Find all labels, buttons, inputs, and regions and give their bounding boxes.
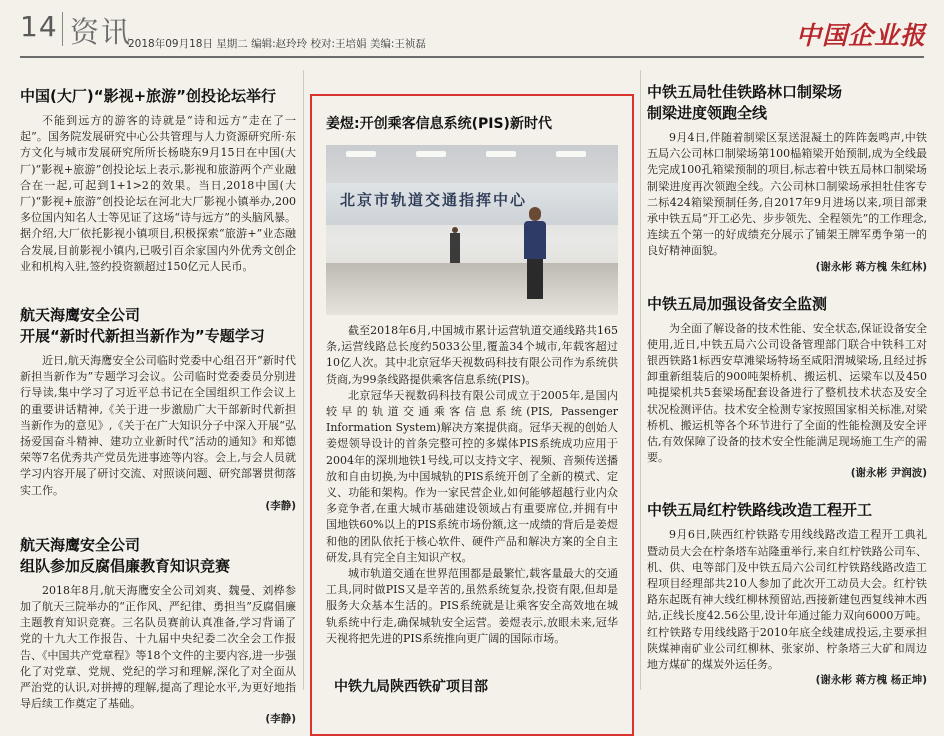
article-headline-line1: 航天海鹰安全公司: [20, 535, 141, 554]
article-headline: 中国(大厂)“影视+旅游”创投论坛举行: [20, 87, 276, 105]
featured-paragraph-3: 城市轨道交通在世界范围都是最繁忙,载客量最大的交通工具,同时做PIS又是辛苦的,虽然系统复杂,投资有限,但却是服务大众基本生活的。PIS系统就是让乘客安全高效地在城轨系统中行走,确保城轨安全运营。姜煜表示,放眼未来,冠华天视将把先进的PIS系统推向更广阔的国际市场。: [326, 567, 618, 645]
article-body: 2018年8月,航天海鹰安全公司刘爽、魏曼、刘桦参加了航天三院举办的“正作风、严纪律、勇担当”反腐倡廉主题教育知识竞赛。三名队员赛前认真准备,学习背诵了党的十九大工作报告、十九届中央纪委二次全会工作报告、《中国共产党章程》等18个文件的主要内容,进一步强化了对党章、党规、党纪的学习和理解,深化了对全面从严治党的认识,对拼搏的理解,提高了理论水平,为更好地指导后续工作奠定了基础。: [20, 583, 296, 711]
article-byline: (谢永彬 尹润波): [850, 467, 927, 480]
edition-meta: 2018年09月18日 星期二 编辑:赵玲玲 校对:王培娟 美编:王祯磊: [128, 38, 426, 50]
article-body: 9月6日,陕西红柠铁路专用线线路改造工程开工典礼暨动员大会在柠条塔车站隆重举行,来自红柠铁路公司车、机、供、电等部门及中铁五局六公司红柠铁路线路改造工程项目经理部共210人参加了此次开工动员大会。红柠铁路东起既有神大线红柳林预留站,西接新建包西复线神木西站,正线长度42.56公里,设计年通过能力双向6000万吨。红柠铁路专用线线路于2010年底全线建成投运,主要承担陕煤神南矿业公司红柳林、张家峁、柠条塔三大矿和周边地方煤矿的煤炭外运任务。: [647, 528, 927, 672]
article-headline-line2: 制梁进度领跑全线: [647, 104, 768, 122]
article-hongning-railway[interactable]: [647, 500, 927, 687]
ceiling-lamp: [346, 151, 376, 157]
article-body: 不能到远方的游客的诗就是“诗和远方”走在了一起”。国务院发展研究中心公共管理与人力资源研究所·东方文化与城市发展研究所所长杨晓东9月15日在中国(大厂)“影视+旅游”创投论坛上表示,影视和旅游两个产业融合在一起,可起到1+1>2的效果。当日,2018中国(大厂)“影视+旅游”创投论坛在河北大厂影视小镇举办,200多位国内知名人士等见证了这场“诗与远方”的头脑风暴。据介绍,大厂依托影视小镇项目,积极探索“旅游+”业态融合发展,目前影视小镇内,已吸引百余家国内外优秀文创企业和机构入驻,签约投资额超过150亿元人民币。: [20, 114, 296, 273]
next-article-headline: 中铁九局陕西铁矿项目部: [334, 679, 488, 695]
article-headline: 中铁五局红柠铁路线改造工程开工: [647, 501, 873, 520]
article-body: 近日,航天海鹰安全公司临时党委中心组召开“新时代新担当新作为”专题学习会议。公司临时党委委员分别进行导读,集中学习了习近平总书记在全国组织工作会议上的重要讲话精神,《关于进一步激励广大干部新时代新担当新作为的意见》,《关于在广大知识分子中深入开展“弘扬爱国奋斗精神、建功立业新时代”活动的通知》和郑德荣等7名优秀共产党员先进事迹等内容。会上,与会人员就学习内容开展了研讨交流、对照谈问题、研究部署贯彻落实工作。: [20, 354, 296, 497]
ceiling-lamp: [416, 151, 446, 157]
featured-headline: 姜煜:开创乘客信息系统(PIS)新时代: [326, 116, 552, 132]
header-rule: [20, 56, 924, 58]
article-linkou-beam[interactable]: [647, 82, 927, 274]
featured-paragraph-2: 北京冠华天视数码科技有限公司成立于2005年,是国内较早的轨道交通乘客信息系统(PIS, Passenger Information System)解决方案提供商。冠华天视的创始人姜煜领导设计的首条完整可控的多媒体PIS系统成功应用于2004年的深圳地铁1号线,可以支持文字、视频、音频传送播放和自由切换,为中国城轨的PIS系统开创了全新的模式、定义、功能和架构。作为一家民营企业,如何能够超越行业内众多竞争者,在重大城市基础建设领域占有重要席位,并拥有中国地铁60%以上的PIS系统市场份额,这一成绩的背后是姜煜和他的团队依托于核心软件、硬件产品和解决方案的全自主研发,具有完全自主知识产权。: [326, 388, 618, 564]
header-divider: [62, 12, 63, 46]
article-headline: 中铁五局加强设备安全监测: [647, 294, 828, 313]
featured-paragraph-1: 截至2018年6月,中国城市累计运营轨道交通线路共165条,运营线路总长度约5033公里,覆盖34个城市,年载客超过10亿人次。其中北京冠华天视数码科技有限公司作为系统供货商,为99条线路提供乘客信息系统(PIS)。: [326, 324, 618, 386]
newspaper-logo: 中国企业报: [795, 21, 926, 50]
page-header: [0, 0, 944, 58]
column-divider: [640, 70, 641, 690]
left-column: [20, 62, 296, 726]
article-byline: (谢永彬 蒋方槐 朱红林): [815, 260, 927, 273]
article-haiying-contest[interactable]: [20, 535, 296, 727]
right-column: [647, 62, 927, 687]
article-headline-line1: 航天海鹰安全公司: [20, 306, 141, 325]
article-film-tourism[interactable]: [20, 86, 296, 275]
photo-sign-text: 北京市轨道交通指挥中心: [340, 191, 528, 209]
article-headline-line2: 组队参加反腐倡廉教育知识竞赛: [20, 556, 231, 575]
page-number: 14: [20, 10, 58, 43]
ceiling-lamp: [486, 151, 516, 157]
background-person: [450, 227, 460, 263]
column-divider: [303, 70, 304, 690]
photo-floor: [326, 263, 618, 315]
featured-photo: [326, 145, 618, 315]
article-body: 为全面了解设备的技术性能、安全状态,保证设备安全使用,近日,中铁五局六公司设备管理部门联合中铁科工对银西铁路1标西安草滩梁场特场至咸阳渭城梁场,且经过拆卸重新组装后的900吨架桥机、搬运机、运梁车以及450吨提梁机共5套梁场配套设备进行了整机技术状态及安全状况检测评估。技术安全检测专家按照国家相关标准,对梁桥机、搬运机等各个环节进行了全面的性能检测及安全评估,有效保障了设备的技术安全性能满足现场施工生产的需要。: [647, 321, 927, 465]
article-equipment-safety[interactable]: [647, 294, 927, 481]
article-body: 9月4日,伴随着制梁区泵送混凝土的阵阵轰鸣声,中铁五局六公司林口制梁场第100榀箱梁开始预制,成为全线最先完成100孔箱梁预制的项目,标志着中铁五局林口制梁场制梁进度再次领跑全线。六公司林口制梁场承担牡佳客专二标424箱梁预制任务,自2017年9月进场以来,项目部秉承中铁五局“开工必先、步步领先、全程领先”的工作理念,连续五个第一的好成绩充分展示了铺架王牌军勇争第一的良好精神面貌。: [647, 131, 927, 258]
article-headline-line2: 开展“新时代新担当新作为”专题学习: [20, 327, 265, 346]
article-haiying-study[interactable]: [20, 305, 296, 513]
section-title: 资讯: [70, 15, 133, 49]
ceiling-lamp: [556, 151, 586, 157]
article-byline: (李静): [265, 713, 296, 726]
article-headline-line1: 中铁五局牡佳铁路林口制梁场: [647, 83, 843, 101]
article-byline: (李静): [265, 499, 296, 512]
portrait-person: [522, 207, 548, 299]
featured-article-box[interactable]: [310, 94, 634, 736]
article-byline: (谢永彬 蒋方槐 杨正坤): [815, 674, 927, 687]
